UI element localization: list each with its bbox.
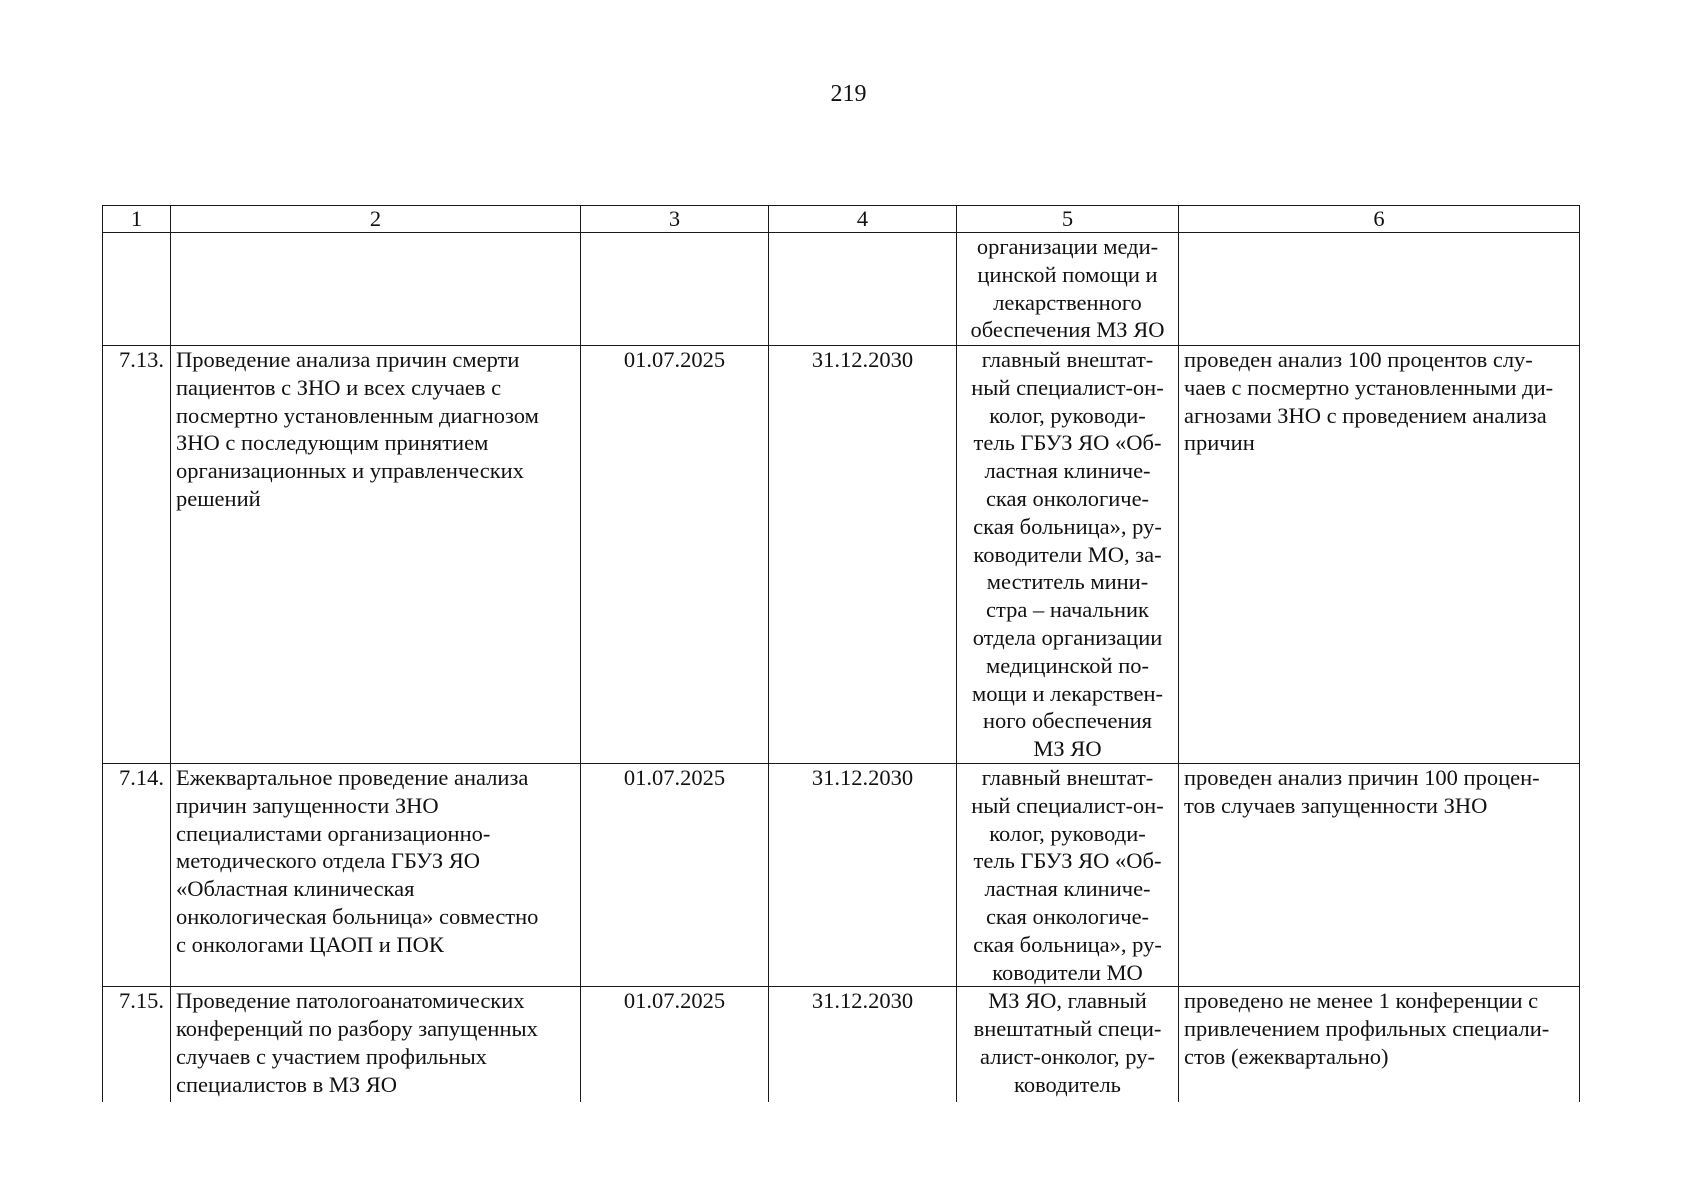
row-number-cell: 7.14. bbox=[103, 763, 171, 986]
responsible-cell: организации меди- цинской помощи и лекарственного обеспечения МЗ ЯО bbox=[957, 233, 1179, 346]
measures-table bbox=[102, 205, 1580, 1102]
table-row-continuation bbox=[103, 233, 1580, 346]
start-date-cell: 01.07.2025 bbox=[581, 987, 769, 1103]
table-row bbox=[103, 987, 1580, 1103]
result-cell: проведено не менее 1 конференции с привлечением профильных специали- стов (ежеквартально) bbox=[1179, 987, 1580, 1103]
start-date-cell bbox=[581, 233, 769, 346]
start-date-cell: 01.07.2025 bbox=[581, 346, 769, 764]
activity-cell bbox=[171, 233, 581, 346]
end-date-cell: 31.12.2030 bbox=[769, 987, 957, 1103]
column-header: 4 bbox=[769, 206, 957, 233]
activity-cell: Проведение анализа причин смерти пациентов с ЗНО и всех случаев с посмертно установленным диагнозом ЗНО с последующим принятием организационных и управленческих решений bbox=[171, 346, 581, 764]
responsible-cell: главный внештат- ный специалист-он- колог, руководи- тель ГБУЗ ЯО «Об- ластная клиниче- ская онкологиче- ская больница», ру- ководители МО, за- меститель мини- стра – начальник отдела организации медицинской по- мощи и лекарствен- ного обеспечения МЗ ЯО bbox=[957, 346, 1179, 764]
table-row bbox=[103, 346, 1580, 764]
column-header: 5 bbox=[957, 206, 1179, 233]
start-date-cell: 01.07.2025 bbox=[581, 763, 769, 986]
activity-cell: Ежеквартальное проведение анализа причин запущенности ЗНО специалистами организационно- методического отдела ГБУЗ ЯО «Областная клиническая онкологическая больница» совместно с онкологами ЦАОП и ПОК bbox=[171, 763, 581, 986]
row-number-cell bbox=[103, 233, 171, 346]
table-header-row bbox=[103, 206, 1580, 233]
result-cell bbox=[1179, 233, 1580, 346]
responsible-cell: главный внештат- ный специалист-он- колог, руководи- тель ГБУЗ ЯО «Об- ластная клиниче- ская онкологиче- ская больница», ру- ководители МО bbox=[957, 763, 1179, 986]
page-number: 219 bbox=[830, 81, 867, 107]
table-row bbox=[103, 763, 1580, 986]
end-date-cell: 31.12.2030 bbox=[769, 346, 957, 764]
row-number-cell: 7.13. bbox=[103, 346, 171, 764]
column-header: 6 bbox=[1179, 206, 1580, 233]
column-header: 3 bbox=[581, 206, 769, 233]
result-cell: проведен анализ причин 100 процен- тов случаев запущенности ЗНО bbox=[1179, 763, 1580, 986]
end-date-cell bbox=[769, 233, 957, 346]
responsible-cell: МЗ ЯО, главный внештатный специ- алист-онколог, ру- ководитель bbox=[957, 987, 1179, 1103]
column-header: 1 bbox=[103, 206, 171, 233]
activity-cell: Проведение патологоанатомических конференций по разбору запущенных случаев с участием профильных специалистов в МЗ ЯО bbox=[171, 987, 581, 1103]
row-number-cell: 7.15. bbox=[103, 987, 171, 1103]
result-cell: проведен анализ 100 процентов слу- чаев с посмертно установленными ди- агнозами ЗНО с проведением анализа причин bbox=[1179, 346, 1580, 764]
column-header: 2 bbox=[171, 206, 581, 233]
end-date-cell: 31.12.2030 bbox=[769, 763, 957, 986]
